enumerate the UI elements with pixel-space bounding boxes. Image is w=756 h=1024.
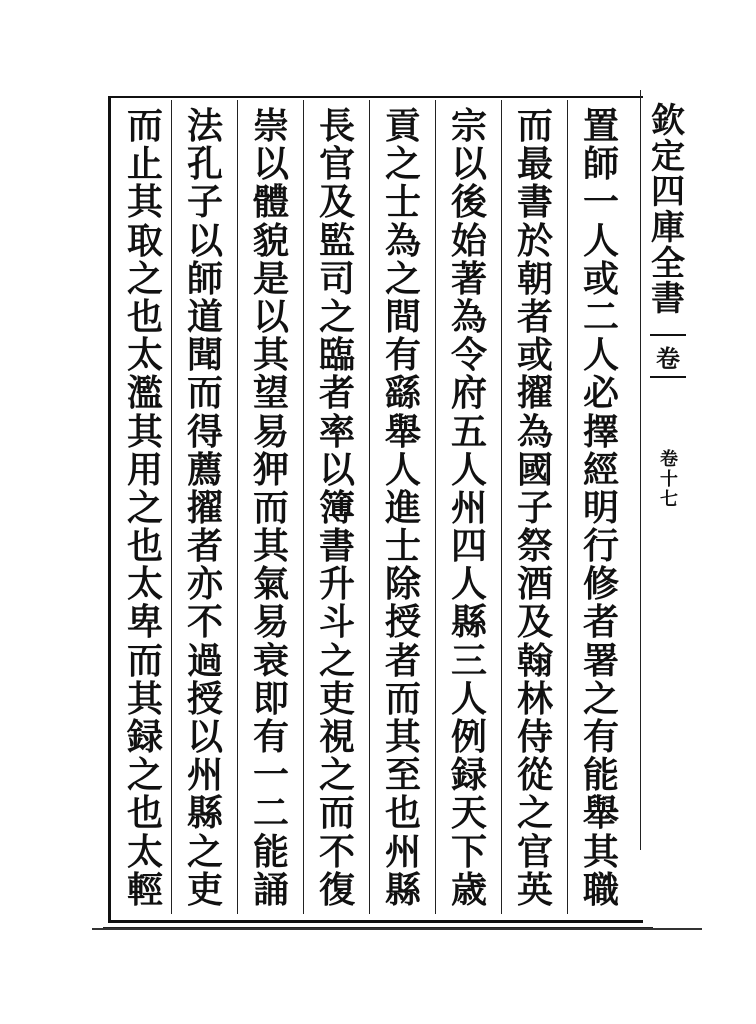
text-char: 易 bbox=[252, 601, 289, 644]
book-title bbox=[646, 101, 690, 320]
text-char: 道 bbox=[186, 295, 223, 338]
text-char: 行 bbox=[582, 525, 619, 568]
text-char: 人 bbox=[582, 334, 619, 377]
text-char: 簿 bbox=[318, 486, 355, 529]
text-char: 授 bbox=[384, 601, 421, 644]
text-char: 於 bbox=[516, 219, 553, 262]
text-char: 祭 bbox=[516, 525, 553, 568]
text-char: 師 bbox=[186, 257, 223, 300]
text-char: 林 bbox=[516, 677, 553, 720]
text-char: 聞 bbox=[186, 334, 223, 377]
text-char: 一 bbox=[252, 754, 289, 797]
text-char: 取 bbox=[126, 219, 163, 262]
juan-label-char: 十 bbox=[660, 468, 678, 490]
text-char: 州 bbox=[384, 830, 421, 873]
book-title-char: 定 bbox=[651, 136, 685, 177]
text-char: 而 bbox=[252, 486, 289, 529]
text-char: 視 bbox=[318, 716, 355, 758]
text-char: 吏 bbox=[186, 868, 223, 911]
text-char: 輕 bbox=[126, 868, 163, 911]
text-char: 二 bbox=[252, 792, 289, 835]
text-char: 子 bbox=[516, 486, 553, 529]
text-char: 繇 bbox=[384, 372, 421, 415]
text-char: 書 bbox=[318, 525, 355, 568]
text-char: 其 bbox=[126, 181, 163, 224]
text-char: 而 bbox=[318, 792, 355, 835]
text-char: 吏 bbox=[318, 677, 355, 720]
text-char: 署 bbox=[582, 639, 619, 682]
text-char: 長 bbox=[318, 105, 355, 147]
text-char: 望 bbox=[252, 372, 289, 415]
text-char: 法 bbox=[186, 105, 223, 147]
book-title-char: 欽 bbox=[651, 101, 685, 141]
text-char: 酒 bbox=[516, 563, 553, 606]
juan-label-char: 卷 bbox=[660, 449, 678, 470]
text-char: 貌 bbox=[252, 219, 289, 262]
text-column bbox=[238, 105, 304, 911]
text-char: 司 bbox=[318, 257, 355, 300]
text-char: 宗 bbox=[450, 105, 487, 147]
text-column bbox=[436, 105, 502, 911]
text-char: 亦 bbox=[186, 563, 223, 606]
text-char: 復 bbox=[318, 868, 355, 911]
text-char: 即 bbox=[252, 677, 289, 720]
book-title-char: 庫 bbox=[651, 208, 685, 249]
text-char: 之 bbox=[318, 639, 355, 682]
text-char: 著 bbox=[450, 257, 487, 300]
text-char: 臨 bbox=[318, 334, 355, 377]
text-char: 其 bbox=[252, 334, 289, 377]
text-char: 衰 bbox=[252, 639, 289, 682]
juan-label-char: 七 bbox=[660, 488, 678, 510]
book-title-char: 四 bbox=[651, 172, 685, 213]
text-char: 有 bbox=[582, 716, 619, 758]
text-char: 也 bbox=[384, 792, 421, 835]
text-char: 能 bbox=[582, 754, 619, 797]
text-char: 以 bbox=[186, 716, 223, 758]
text-char: 朝 bbox=[516, 257, 553, 300]
text-char: 例 bbox=[450, 716, 487, 758]
text-char: 子 bbox=[186, 181, 223, 224]
text-char: 從 bbox=[516, 754, 553, 797]
text-char: 舉 bbox=[582, 792, 619, 835]
text-char: 其 bbox=[126, 410, 163, 453]
text-char: 録 bbox=[450, 754, 487, 797]
text-char: 者 bbox=[384, 639, 421, 682]
text-char: 或 bbox=[516, 334, 553, 377]
text-char: 其 bbox=[252, 525, 289, 568]
text-char: 翰 bbox=[516, 639, 553, 682]
text-char: 修 bbox=[582, 563, 619, 606]
text-column bbox=[304, 105, 370, 911]
book-title-char: 全 bbox=[651, 243, 685, 284]
text-char: 不 bbox=[318, 830, 355, 873]
text-char: 擢 bbox=[186, 486, 223, 529]
text-char: 以 bbox=[318, 448, 355, 491]
text-char: 其 bbox=[384, 716, 421, 758]
text-char: 狎 bbox=[252, 448, 289, 491]
text-column bbox=[370, 105, 436, 911]
text-char: 太 bbox=[126, 334, 163, 377]
text-char: 能 bbox=[252, 830, 289, 873]
text-char: 及 bbox=[318, 181, 355, 224]
text-char: 太 bbox=[126, 563, 163, 606]
text-char: 易 bbox=[252, 410, 289, 453]
text-char: 授 bbox=[186, 677, 223, 720]
text-char: 用 bbox=[126, 448, 163, 491]
text-char: 體 bbox=[252, 181, 289, 224]
text-char: 州 bbox=[186, 754, 223, 797]
text-char: 而 bbox=[384, 677, 421, 720]
text-char: 也 bbox=[126, 792, 163, 835]
text-char: 人 bbox=[384, 448, 421, 491]
bottom-rule bbox=[92, 928, 702, 930]
section-label: 卷 bbox=[650, 334, 686, 378]
text-char: 不 bbox=[186, 601, 223, 644]
text-char: 有 bbox=[384, 334, 421, 377]
text-char: 為 bbox=[450, 295, 487, 338]
text-char: 後 bbox=[450, 181, 487, 224]
text-char: 書 bbox=[516, 181, 553, 224]
text-char: 官 bbox=[318, 143, 355, 186]
text-char: 之 bbox=[582, 677, 619, 720]
text-char: 侍 bbox=[516, 716, 553, 758]
text-char: 英 bbox=[516, 868, 553, 911]
text-char: 及 bbox=[516, 601, 553, 644]
text-char: 崇 bbox=[252, 105, 289, 147]
text-char: 之 bbox=[516, 792, 553, 835]
text-char: 擇 bbox=[582, 410, 619, 453]
text-char: 之 bbox=[384, 257, 421, 300]
text-char: 者 bbox=[582, 601, 619, 644]
text-char: 以 bbox=[450, 143, 487, 186]
text-char: 士 bbox=[384, 181, 421, 224]
text-char: 者 bbox=[516, 295, 553, 338]
text-char: 國 bbox=[516, 448, 553, 491]
text-char: 始 bbox=[450, 219, 487, 262]
text-char: 之 bbox=[126, 257, 163, 300]
text-char: 經 bbox=[582, 448, 619, 491]
text-column bbox=[172, 105, 238, 911]
text-char: 職 bbox=[582, 868, 619, 911]
text-char: 之 bbox=[318, 754, 355, 797]
text-char: 進 bbox=[384, 486, 421, 529]
text-char: 其 bbox=[582, 830, 619, 873]
text-char: 人 bbox=[582, 219, 619, 262]
text-char: 者 bbox=[318, 372, 355, 415]
text-char: 之 bbox=[126, 486, 163, 529]
text-char: 置 bbox=[582, 105, 619, 147]
text-char: 薦 bbox=[186, 448, 223, 491]
text-char: 四 bbox=[450, 525, 487, 568]
text-char: 必 bbox=[582, 372, 619, 415]
text-char: 州 bbox=[450, 486, 487, 529]
text-char: 天 bbox=[450, 792, 487, 835]
text-char: 二 bbox=[582, 295, 619, 338]
text-char: 濫 bbox=[126, 372, 163, 415]
text-char: 除 bbox=[384, 563, 421, 606]
text-char: 官 bbox=[516, 830, 553, 873]
text-char: 過 bbox=[186, 639, 223, 682]
text-char: 五 bbox=[450, 410, 487, 453]
text-char: 一 bbox=[582, 181, 619, 224]
text-char: 間 bbox=[384, 295, 421, 338]
text-char: 人 bbox=[450, 563, 487, 606]
text-char: 斗 bbox=[318, 601, 355, 644]
text-char: 氣 bbox=[252, 563, 289, 606]
text-char: 為 bbox=[516, 410, 553, 453]
text-column bbox=[502, 105, 568, 911]
text-char: 録 bbox=[126, 716, 163, 758]
text-char: 以 bbox=[252, 295, 289, 338]
text-char: 誦 bbox=[252, 868, 289, 911]
text-column bbox=[112, 105, 178, 911]
text-char: 以 bbox=[252, 143, 289, 186]
text-char: 人 bbox=[450, 677, 487, 720]
text-char: 明 bbox=[582, 486, 619, 529]
text-char: 舉 bbox=[384, 410, 421, 453]
text-char: 縣 bbox=[384, 868, 421, 911]
book-title-char: 書 bbox=[651, 279, 685, 320]
text-char: 師 bbox=[582, 143, 619, 186]
text-char: 縣 bbox=[450, 601, 487, 644]
text-char: 至 bbox=[384, 754, 421, 797]
text-char: 之 bbox=[318, 295, 355, 338]
text-char: 之 bbox=[384, 143, 421, 186]
text-char: 令 bbox=[450, 334, 487, 377]
text-char: 擢 bbox=[516, 372, 553, 415]
text-char: 府 bbox=[450, 372, 487, 415]
text-char: 而 bbox=[516, 105, 553, 147]
text-char: 而 bbox=[126, 105, 163, 147]
text-char: 或 bbox=[582, 257, 619, 300]
text-char: 孔 bbox=[186, 143, 223, 186]
text-char: 是 bbox=[252, 257, 289, 300]
text-char: 而 bbox=[126, 639, 163, 682]
juan-label bbox=[656, 450, 682, 509]
text-char: 率 bbox=[318, 410, 355, 453]
text-char: 得 bbox=[186, 410, 223, 453]
text-char: 士 bbox=[384, 525, 421, 568]
text-char: 為 bbox=[384, 219, 421, 262]
text-char: 也 bbox=[126, 525, 163, 568]
text-column bbox=[568, 105, 634, 911]
text-char: 卑 bbox=[126, 601, 163, 644]
text-char: 而 bbox=[186, 372, 223, 415]
text-char: 也 bbox=[126, 295, 163, 338]
text-char: 之 bbox=[186, 830, 223, 873]
text-char: 以 bbox=[186, 219, 223, 262]
text-char: 其 bbox=[126, 677, 163, 720]
text-char: 有 bbox=[252, 716, 289, 758]
text-char: 者 bbox=[186, 525, 223, 568]
text-char: 歳 bbox=[450, 868, 487, 911]
text-char: 下 bbox=[450, 830, 487, 873]
text-char: 升 bbox=[318, 563, 355, 606]
text-char: 三 bbox=[450, 639, 487, 682]
text-char: 之 bbox=[126, 754, 163, 797]
text-char: 監 bbox=[318, 219, 355, 262]
text-char: 最 bbox=[516, 143, 553, 186]
text-char: 貢 bbox=[384, 105, 421, 147]
text-char: 縣 bbox=[186, 792, 223, 835]
text-char: 太 bbox=[126, 830, 163, 873]
text-char: 人 bbox=[450, 448, 487, 491]
text-char: 止 bbox=[126, 143, 163, 186]
